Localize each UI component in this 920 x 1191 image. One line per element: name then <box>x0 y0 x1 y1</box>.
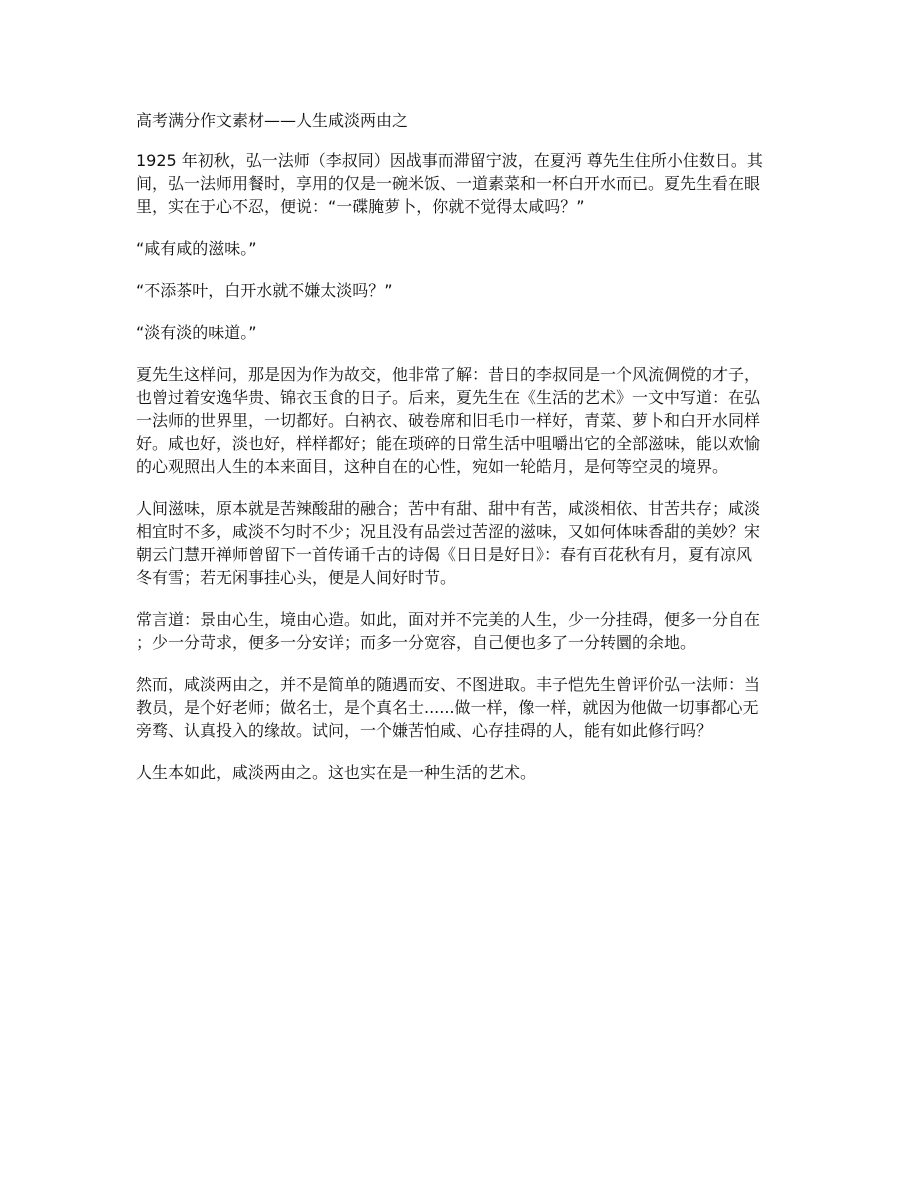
paragraph-line: 好。咸也好，淡也好，样样都好；能在琐碎的日常生活中咀嚼出它的全部滋味，能以欢愉 <box>136 434 761 453</box>
document-title: 高考满分作文素材——人生咸淡两由之 <box>136 111 409 130</box>
paragraph-line: 也曾过着安逸华贵、锦衣玉食的日子。后来，夏先生在《生活的艺术》一文中写道：在弘 <box>136 388 761 407</box>
paragraph-line: 常言道：景由心生，境由心造。如此，面对并不完美的人生，少一分挂碍，便多一分自在 <box>136 610 761 629</box>
paragraph <box>136 321 788 344</box>
paragraph <box>136 279 788 302</box>
paragraph-line: 朝云门慧开禅师曾留下一首传诵千古的诗偈《日日是好日》：春有百花秋有月，夏有凉风 <box>136 545 753 564</box>
paragraph-line: 旁骛、认真投入的缘故。试问，一个嫌苦怕咸、心存挂碍的人，能有如此修行吗？ <box>136 721 713 740</box>
paragraph-line: 1925 年初秋，弘一法师（李叔同）因战事而滞留宁波，在夏沔 尊先生住所小住数日。其 <box>136 151 763 170</box>
paragraph-line: 人生本如此，咸淡两由之。这也实在是一种生活的艺术。 <box>136 763 537 782</box>
paragraph-line: 然而，咸淡两由之，并不是简单的随遇而安、不图进取。丰子恺先生曾评价弘一法师：当 <box>136 675 761 694</box>
paragraph-line: ；少一分苛求，便多一分安详；而多一分宽容，自己便也多了一分转圜的余地。 <box>136 633 697 652</box>
paragraph-line: “不添茶叶，白开水就不嫌太淡吗？” <box>136 281 393 300</box>
paragraph-line: 一法师的世界里，一切都好。白衲衣、破卷席和旧毛巾一样好，青菜、萝卜和白开水同样 <box>136 411 761 430</box>
paragraph <box>136 149 788 218</box>
paragraph-line: 冬有雪；若无闲事挂心头，便是人间好时节。 <box>136 568 457 587</box>
paragraph-line: 教员，是个好老师；做名士，是个真名士......做一样，像一样，就因为他做一切事都心无 <box>136 698 759 717</box>
paragraph <box>136 237 788 260</box>
paragraph-line: 间，弘一法师用餐时，享用的仅是一碗米饭、一道素菜和一杯白开水而已。夏先生看在眼 <box>136 174 761 193</box>
paragraphs <box>136 149 788 784</box>
paragraph-line: 里，实在于心不忍，便说：“一碟腌萝卜，你就不觉得太咸吗？” <box>136 197 585 216</box>
paragraph <box>136 608 788 654</box>
paragraph-line: “淡有淡的味道。” <box>136 323 257 342</box>
paragraph <box>136 363 788 478</box>
paragraph-line: 人间滋味，原本就是苦辣酸甜的融合；苦中有甜、甜中有苦，咸淡相依、甘苦共存；咸淡 <box>136 499 761 518</box>
document-body <box>136 109 788 803</box>
paragraph <box>136 497 788 589</box>
paragraph-line: 夏先生这样问，那是因为作为故交，他非常了解：昔日的李叔同是一个风流倜傥的才子， <box>136 365 761 384</box>
paragraph <box>136 673 788 742</box>
paragraph-line: 的心观照出人生的本来面目，这种自在的心性，宛如一轮皓月，是何等空灵的境界。 <box>136 457 729 476</box>
paragraph <box>136 761 788 784</box>
paragraph-line: “咸有咸的滋味。” <box>136 239 257 258</box>
paragraph-line: 相宜时不多，咸淡不匀时不少；况且没有品尝过苦涩的滋味，又如何体味香甜的美妙？宋 <box>136 522 761 541</box>
